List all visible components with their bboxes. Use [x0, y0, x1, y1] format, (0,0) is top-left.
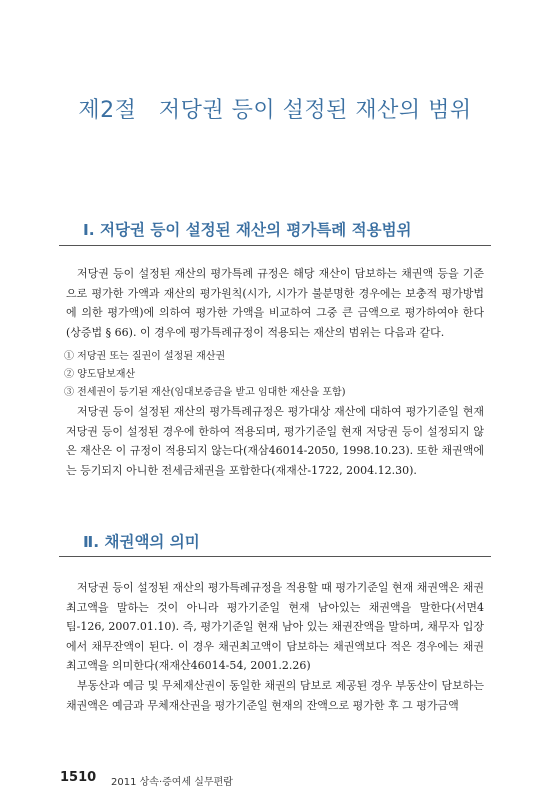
section2-paragraph-2: 부동산과 예금 및 무체재산권이 동일한 채권의 담보로 제공된 경우 부동산이 담보하는 채권액은 예금과 무체재산권을 평가기준일 현재의 잔액으로 평가한 후 그 평가금액	[66, 679, 484, 712]
page-title: 제2절 저당권 등이 설정된 재산의 범위	[78, 98, 472, 123]
section-heading-2: Ⅱ. 채권액의 의미	[83, 533, 200, 551]
section1-paragraph-2: 저당권 등이 설정된 재산의 평가특례규정은 평가대상 재산에 대하여 평가기준일 현재 저당권 등이 설정된 경우에 한하여 적용되며, 평가기준일 현재 저당권 등이 설정되지 않은 재산은 이 규정이 적용되지 않는다(재삼46014-2050, 1998.10.23). 또한 채권액에는 등기되지 아니한 전세금채권을 포함한다(재재산-1722, 2004.12.30).	[66, 405, 484, 477]
page-number: 1510	[60, 770, 97, 785]
book-title: 2011 상속·증여세 실무편람	[111, 777, 233, 788]
section-heading-1: Ⅰ. 저당권 등이 설정된 재산의 평가특례 적용범위	[83, 221, 412, 239]
list-item: ③ 전세권이 등기된 재산(임대보증금을 받고 임대한 재산을 포함)	[64, 387, 346, 398]
section-divider-2	[59, 556, 491, 557]
section1-paragraph-1: 저당권 등이 설정된 재산의 평가특례 규정은 해당 재산이 담보하는 채권액 등을 기준으로 평가한 가액과 재산의 평가원칙(시가, 시가가 불분명한 경우에는 보충적 평가방법에 의한 평가액)에 의하여 평가한 가액을 비교하여 그중 큰 금액으로 평가하여야 한다(상증법 § 66). 이 경우에 평가특례규정이 적용되는 재산의 범위는 다음과 같다.	[66, 267, 484, 339]
section2-paragraph-1: 저당권 등이 설정된 재산의 평가특례규정을 적용할 때 평가기준일 현재 채권액은 채권최고액을 말하는 것이 아니라 평가기준일 현재 남아있는 채권액을 말한다(서면4팀-126, 2007.01.10). 즉, 평가기준일 현재 남아 있는 채권잔액을 말하며, 채무자 입장에서 채무잔액이 된다. 이 경우 채권최고액이 담보하는 채권액보다 적은 경우에는 채권최고액을 의미한다(재재산46014-54, 2001.2.26)	[66, 581, 484, 672]
list-item: ① 저당권 또는 질권이 설정된 재산권	[64, 351, 226, 362]
section-divider-1	[59, 245, 491, 246]
property-list	[64, 348, 484, 402]
list-item: ② 양도담보재산	[64, 369, 136, 380]
